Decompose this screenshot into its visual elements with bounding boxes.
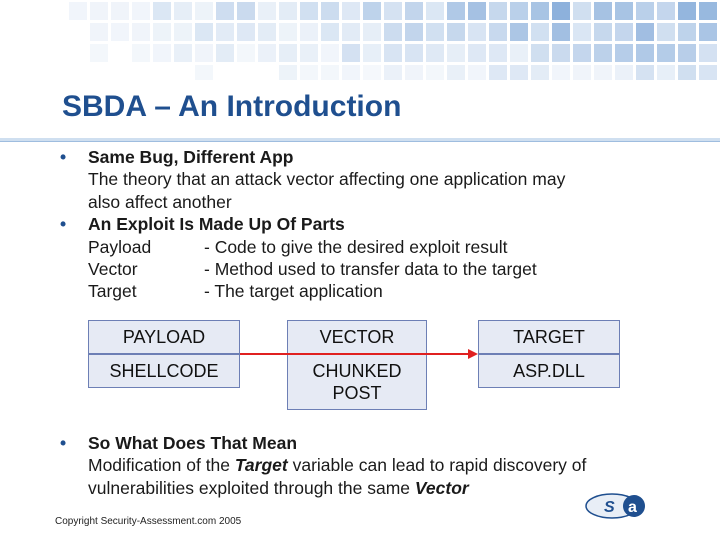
emphasis-vector: Vector [414,477,469,498]
shellcode-value-box: SHELLCODE [88,354,240,388]
bullet-text-line: The theory that an attack vector affecting one application may [88,169,566,190]
bullet-marker: • [60,214,67,235]
term-desc: - Method used to transfer data to the target [204,259,537,280]
bullet-marker: • [60,147,67,167]
text-run: variable can lead to rapid discovery of [287,455,587,476]
bullet-text-line [88,454,700,476]
copyright-footer: Copyright Security-Assessment.com 2005 [55,516,242,527]
sa-logo [582,488,654,524]
text-run: Modification of the [88,455,235,476]
logo-letter-a: a [628,499,637,516]
term-desc: - The target application [204,281,383,302]
bullet-text-line: also affect another [88,191,232,212]
bullet-heading: An Exploit Is Made Up Of Parts [88,214,345,235]
bullet-heading: So What Does That Mean [88,433,298,453]
bullet-heading: Same Bug, Different App [88,147,294,167]
logo-letter-s: S [604,499,615,516]
slide-title: SBDA – An Introduction [62,90,402,123]
bullet-marker: • [60,433,67,453]
asp-dll-value-box: ASP.DLL [478,354,620,388]
vector-header-box: VECTOR [287,320,427,354]
term-name: Payload [88,236,152,257]
term-name: Target [88,281,137,302]
text-run: vulnerabilities exploited through the same [88,477,415,498]
payload-header-box: PAYLOAD [88,320,240,354]
target-header-box: TARGET [478,320,620,354]
term-desc: - Code to give the desired exploit result [204,236,508,257]
term-name: Vector [88,259,138,280]
chunked-post-value-box: CHUNKED POST [287,354,427,410]
emphasis-target: Target [234,455,288,476]
